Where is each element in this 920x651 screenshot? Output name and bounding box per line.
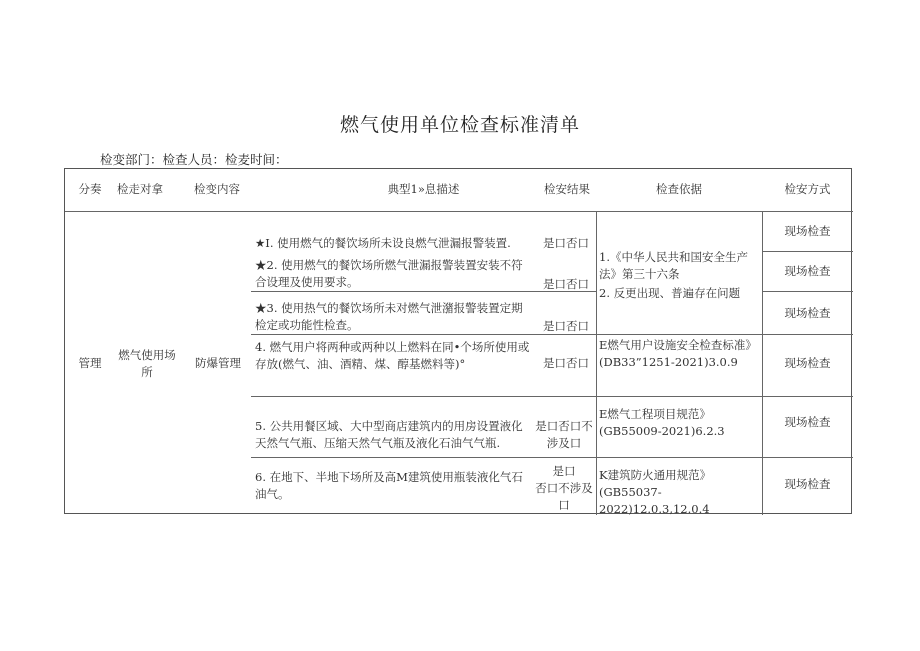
- item-3-result: 是口否口: [543, 319, 589, 333]
- row-divider: [762, 396, 853, 397]
- item-4-description: 4. 燃气用户将两种或两种以上燃料在同•个场所使用或存放(燃气、油、酒精、煤、醇基燃料等)°: [255, 340, 530, 371]
- item-2-result: 是口否口: [543, 277, 589, 291]
- item-6-result-yes: 是口: [552, 464, 576, 478]
- item-6-description: 6. 在地下、半地下场所及高M建筑使用瓶装液化气石油气。: [255, 470, 523, 501]
- item-2-method: 现场检查: [784, 264, 831, 278]
- item-4-result: 是口否口: [543, 356, 589, 370]
- item-6-result: [531, 463, 597, 514]
- row-divider: [762, 334, 853, 335]
- header-result: 检安结果: [544, 182, 590, 196]
- row-divider: [251, 396, 596, 397]
- header-content: 检变内容: [194, 182, 240, 196]
- header-description: 典型1»息描述: [387, 182, 460, 196]
- basis-db33: E燃气用户设施安全检查标准》(DB33”1251-2021)3.0.9: [599, 338, 757, 369]
- item-5-method: 现场检查: [784, 415, 831, 429]
- item-1-description: ★I. 使用燃气的餐饮场所未设良燃气泄漏报警装置.: [255, 236, 511, 250]
- basis-law: 1.《中华人民共和国安全生产法》第三十六条: [599, 250, 748, 281]
- row-divider: [596, 396, 762, 397]
- group-object: 燃气使用场所: [118, 348, 176, 379]
- item-1-result: 是口否口: [543, 236, 589, 250]
- item-1-method: 现场检查: [784, 224, 831, 238]
- item-5-result: 是口否口不涉及口: [535, 419, 593, 450]
- page-title: 燃气使用单位检查标准清单: [339, 114, 580, 136]
- item-5-description: 5. 公共用餐区域、大中型商店建筑内的用房设置液化天然气气瓶、压缩天然气气瓶及液化石油气气瓶.: [255, 419, 523, 450]
- header-basis: 检查依据: [656, 182, 702, 196]
- basis-gb55009: E燃气工程项目规范》(GB55009-2021)6.2.3: [599, 407, 725, 438]
- header-category: 分奏: [78, 182, 102, 196]
- group-content: 防爆管理: [195, 356, 241, 370]
- row-divider: [251, 457, 596, 458]
- header-method: 检安方式: [784, 182, 831, 196]
- row-divider: [596, 334, 762, 335]
- basis-gb55037: K建筑防火通用规范》(GB55037-2022)12.0.3,12.0.4: [599, 468, 712, 516]
- item-3-method: 现场检查: [784, 306, 831, 320]
- row-divider: [596, 457, 762, 458]
- row-divider: [762, 457, 853, 458]
- item-4-method: 现场检查: [784, 356, 831, 370]
- item-6-result-no-na: 否口不涉及口: [535, 481, 593, 512]
- row-divider: [596, 211, 762, 212]
- group-category: 管理: [78, 356, 102, 370]
- inspection-meta: 检变部门：检查人员：检麦时间：: [100, 152, 288, 167]
- header-object: 检走对拿: [117, 182, 163, 196]
- item-3-description: ★3. 使用热气的餐饮场所未对燃气泄潴报警装置定期检定或功能性检查。: [255, 301, 523, 332]
- row-divider: [762, 251, 853, 252]
- item-6-method: 现场检査: [784, 477, 831, 491]
- item-2-description: ★2. 使用燃气的餐饮场所燃气泄漏报警装置安装不符合设理及使用要求。: [255, 258, 523, 289]
- inspection-table: [64, 168, 852, 514]
- basis-common-issue: 2. 反更出现、普遍存在问题: [599, 286, 741, 300]
- row-divider: [762, 291, 853, 292]
